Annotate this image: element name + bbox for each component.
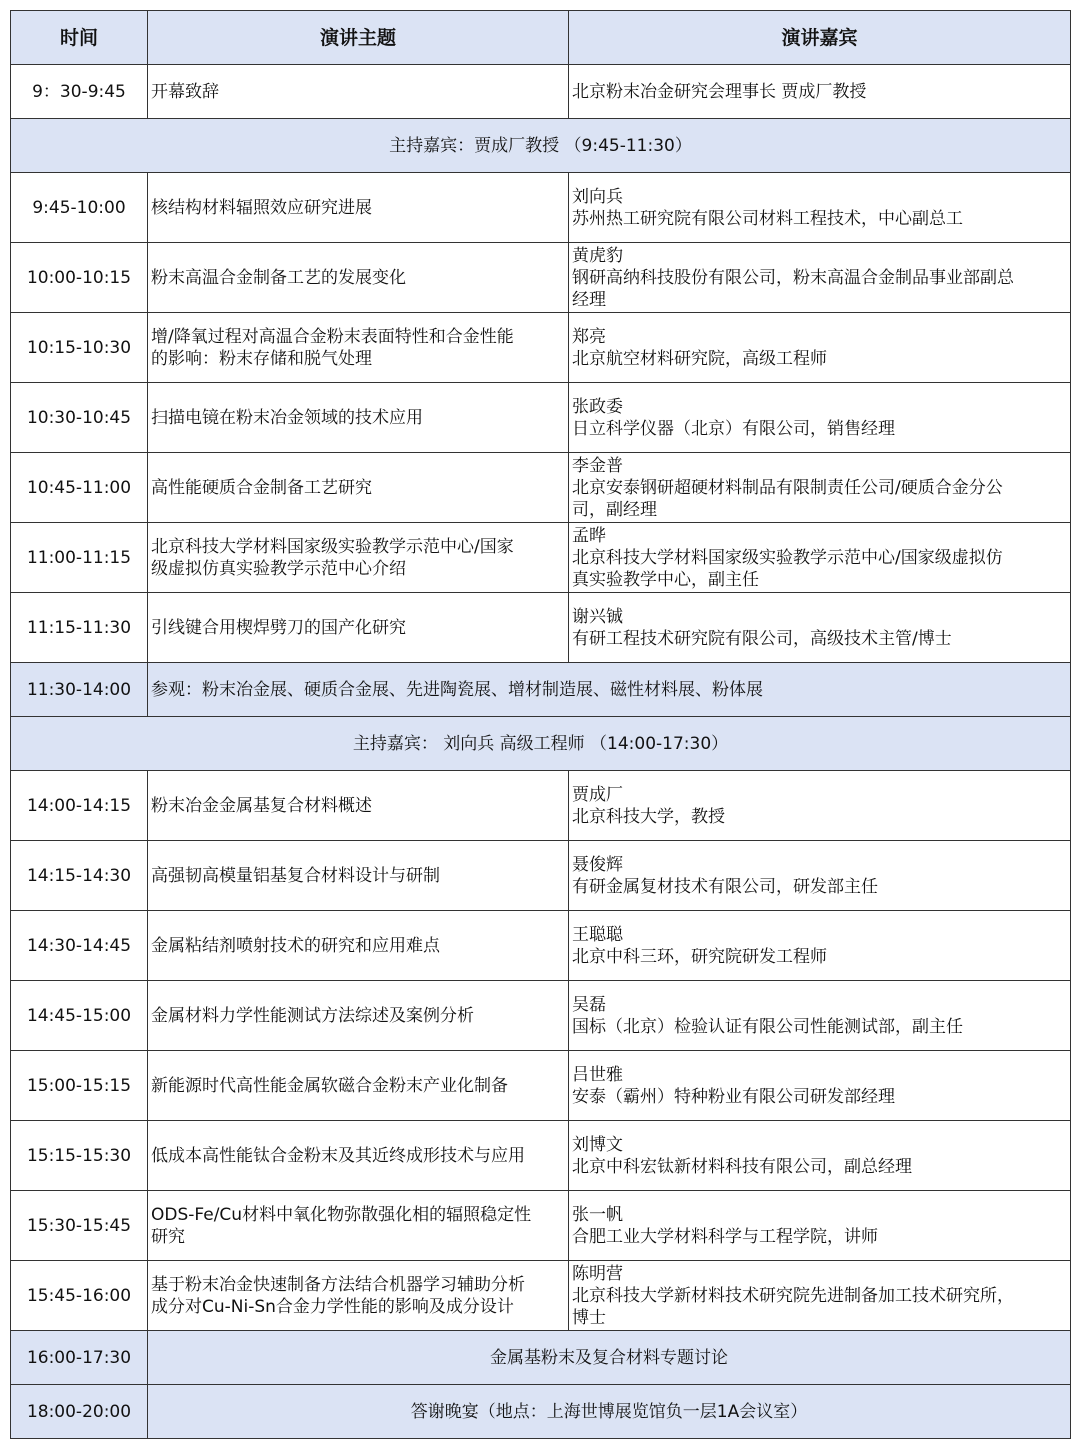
schedule-body (11, 65, 1071, 1439)
topic-cell (148, 771, 569, 841)
topic-cell (148, 1261, 569, 1331)
speaker-name: 孟晔 (572, 525, 606, 546)
topic-line: 开幕致辞 (151, 81, 219, 102)
talk-row (11, 65, 1071, 119)
speaker-affiliation-line: 苏州热工研究院有限公司材料工程技术，中心副总工 (572, 208, 963, 229)
topic-line: 金属粘结剂喷射技术的研究和应用难点 (151, 935, 440, 956)
time-cell: 10:00-10:15 (11, 243, 148, 313)
talk-row (11, 771, 1071, 841)
topic-line: 的影响：粉末存储和脱气处理 (151, 348, 372, 369)
speaker-cell (569, 981, 1071, 1051)
topic-line: 新能源时代高性能金属软磁合金粉末产业化制备 (151, 1075, 508, 1096)
header-topic: 演讲主题 (148, 11, 569, 65)
speaker-affiliation-line: 钢研高纳科技股份有限公司，粉末高温合金制品事业部副总 (572, 267, 1014, 288)
topic-cell (148, 841, 569, 911)
topic-line: 粉末高温合金制备工艺的发展变化 (151, 267, 406, 288)
time-cell: 16:00-17:30 (11, 1331, 148, 1385)
talk-row (11, 1261, 1071, 1331)
topic-line: 研究 (151, 1226, 185, 1247)
topic-line: 基于粉末冶金快速制备方法结合机器学习辅助分析 (151, 1274, 525, 1295)
speaker-affiliation-line: 北京航空材料研究院，高级工程师 (572, 348, 827, 369)
topic-cell (148, 593, 569, 663)
speaker-cell (569, 771, 1071, 841)
speaker-cell (569, 453, 1071, 523)
host-label: 主持嘉宾： 刘向兵 高级工程师 （14:00-17:30） (11, 717, 1071, 771)
talk-row (11, 173, 1071, 243)
speaker-cell (569, 1261, 1071, 1331)
speaker-cell (569, 911, 1071, 981)
time-cell: 10:15-10:30 (11, 313, 148, 383)
topic-cell (148, 523, 569, 593)
speaker-name: 张政委 (572, 396, 623, 417)
topic-line: 核结构材料辐照效应研究进展 (151, 197, 372, 218)
time-cell: 14:45-15:00 (11, 981, 148, 1051)
topic-line: 粉末冶金金属基复合材料概述 (151, 795, 372, 816)
speaker-name: 张一帆 (572, 1204, 623, 1225)
speaker-affiliation-line: 北京中科宏钛新材料科技有限公司，副总经理 (572, 1156, 912, 1177)
speaker-cell (569, 523, 1071, 593)
speaker-affiliation-line: 北京安泰钢研超硬材料制品有限制责任公司/硬质合金分公 (572, 477, 1003, 498)
talk-row (11, 523, 1071, 593)
speaker-affiliation-line: 有研工程技术研究院有限公司，高级技术主管/博士 (572, 628, 952, 649)
talk-row (11, 383, 1071, 453)
time-cell: 15:00-15:15 (11, 1051, 148, 1121)
topic-cell (148, 1191, 569, 1261)
event-label: 金属基粉末及复合材料专题讨论 (148, 1331, 1071, 1385)
topic-line: 金属材料力学性能测试方法综述及案例分析 (151, 1005, 474, 1026)
time-cell: 11:00-11:15 (11, 523, 148, 593)
speaker-name: 黄虎豹 (572, 245, 623, 266)
event-row (11, 1385, 1071, 1439)
talk-row (11, 1051, 1071, 1121)
speaker-affiliation-line: 真实验教学中心，副主任 (572, 569, 759, 590)
time-cell: 14:30-14:45 (11, 911, 148, 981)
header-speaker: 演讲嘉宾 (569, 11, 1071, 65)
talk-row (11, 1121, 1071, 1191)
time-cell: 11:30-14:00 (11, 663, 148, 717)
speaker-cell (569, 173, 1071, 243)
topic-cell (148, 911, 569, 981)
topic-line: 北京科技大学材料国家级实验教学示范中心/国家 (151, 536, 514, 557)
speaker-cell (569, 313, 1071, 383)
speaker-affiliation-line: 日立科学仪器（北京）有限公司，销售经理 (572, 418, 895, 439)
speaker-affiliation-line: 合肥工业大学材料科学与工程学院，讲师 (572, 1226, 878, 1247)
speaker-name: 李金普 (572, 455, 623, 476)
time-cell: 10:45-11:00 (11, 453, 148, 523)
header-row (11, 11, 1071, 65)
speaker-cell (569, 593, 1071, 663)
topic-line: 级虚拟仿真实验教学示范中心介绍 (151, 558, 406, 579)
speaker-name: 聂俊辉 (572, 854, 623, 875)
speaker-name: 贾成厂 (572, 784, 623, 805)
schedule-table (10, 10, 1071, 1439)
talk-row (11, 243, 1071, 313)
speaker-cell (569, 1121, 1071, 1191)
topic-line: 扫描电镜在粉末冶金领域的技术应用 (151, 407, 423, 428)
topic-cell (148, 313, 569, 383)
talk-row (11, 593, 1071, 663)
speaker-name: 郑亮 (572, 326, 606, 347)
speaker-affiliation-line: 司，副经理 (572, 499, 657, 520)
time-cell: 15:30-15:45 (11, 1191, 148, 1261)
speaker-affiliation-line: 有研金属复材技术有限公司，研发部主任 (572, 876, 878, 897)
talk-row (11, 981, 1071, 1051)
topic-cell (148, 173, 569, 243)
talk-row (11, 453, 1071, 523)
speaker-affiliation-line: 北京科技大学，教授 (572, 806, 725, 827)
speaker-name: 王聪聪 (572, 924, 623, 945)
time-cell: 9:45-10:00 (11, 173, 148, 243)
host-row (11, 119, 1071, 173)
time-cell: 15:45-16:00 (11, 1261, 148, 1331)
time-cell: 14:15-14:30 (11, 841, 148, 911)
speaker-cell (569, 1051, 1071, 1121)
speaker-affiliation-line: 博士 (572, 1307, 606, 1328)
event-row (11, 1331, 1071, 1385)
topic-line: 引线键合用楔焊劈刀的国产化研究 (151, 617, 406, 638)
speaker-name: 谢兴铖 (572, 606, 623, 627)
time-cell: 9：30-9:45 (11, 65, 148, 119)
speaker-name: 吴磊 (572, 994, 606, 1015)
topic-cell (148, 453, 569, 523)
topic-line: 增/降氧过程对高温合金粉末表面特性和合金性能 (151, 326, 514, 347)
speaker-name: 刘向兵 (572, 186, 623, 207)
talk-row (11, 1191, 1071, 1261)
time-cell: 14:00-14:15 (11, 771, 148, 841)
speaker-affiliation-line: 北京科技大学材料国家级实验教学示范中心/国家级虚拟仿 (572, 547, 1003, 568)
visit-row (11, 663, 1071, 717)
topic-line: 成分对Cu-Ni-Sn合金力学性能的影响及成分设计 (151, 1296, 514, 1317)
speaker-name: 刘博文 (572, 1134, 623, 1155)
host-label: 主持嘉宾：贾成厂教授 （9:45-11:30） (11, 119, 1071, 173)
host-row (11, 717, 1071, 771)
talk-row (11, 313, 1071, 383)
topic-line: 低成本高性能钛合金粉末及其近终成形技术与应用 (151, 1145, 525, 1166)
speaker-affiliation-line: 国标（北京）检验认证有限公司性能测试部，副主任 (572, 1016, 963, 1037)
topic-cell (148, 65, 569, 119)
topic-cell (148, 1121, 569, 1191)
speaker-affiliation-line: 经理 (572, 289, 606, 310)
talk-row (11, 911, 1071, 981)
speaker-cell (569, 243, 1071, 313)
speaker-name: 吕世雅 (572, 1064, 623, 1085)
topic-cell (148, 981, 569, 1051)
speaker-affiliation-line: 北京中科三环，研究院研发工程师 (572, 946, 827, 967)
speaker-name: 北京粉末冶金研究会理事长 贾成厂教授 (572, 81, 867, 102)
speaker-affiliation-line: 北京科技大学新材料技术研究院先进制备加工技术研究所， (572, 1285, 1014, 1306)
time-cell: 11:15-11:30 (11, 593, 148, 663)
topic-line: ODS-Fe/Cu材料中氧化物弥散强化相的辐照稳定性 (151, 1204, 532, 1225)
speaker-cell (569, 65, 1071, 119)
speaker-cell (569, 1191, 1071, 1261)
time-cell: 18:00-20:00 (11, 1385, 148, 1439)
topic-cell (148, 243, 569, 313)
speaker-affiliation-line: 安泰（霸州）特种粉业有限公司研发部经理 (572, 1086, 895, 1107)
time-cell: 15:15-15:30 (11, 1121, 148, 1191)
topic-cell (148, 383, 569, 453)
speaker-name: 陈明营 (572, 1263, 623, 1284)
talk-row (11, 841, 1071, 911)
topic-line: 高强韧高模量铝基复合材料设计与研制 (151, 865, 440, 886)
speaker-cell (569, 383, 1071, 453)
header-time: 时间 (11, 11, 148, 65)
visit-label: 参观：粉末冶金展、硬质合金展、先进陶瓷展、增材制造展、磁性材料展、粉体展 (148, 663, 1071, 717)
topic-cell (148, 1051, 569, 1121)
topic-line: 高性能硬质合金制备工艺研究 (151, 477, 372, 498)
time-cell: 10:30-10:45 (11, 383, 148, 453)
event-label: 答谢晚宴（地点：上海世博展览馆负一层1A会议室） (148, 1385, 1071, 1439)
speaker-cell (569, 841, 1071, 911)
